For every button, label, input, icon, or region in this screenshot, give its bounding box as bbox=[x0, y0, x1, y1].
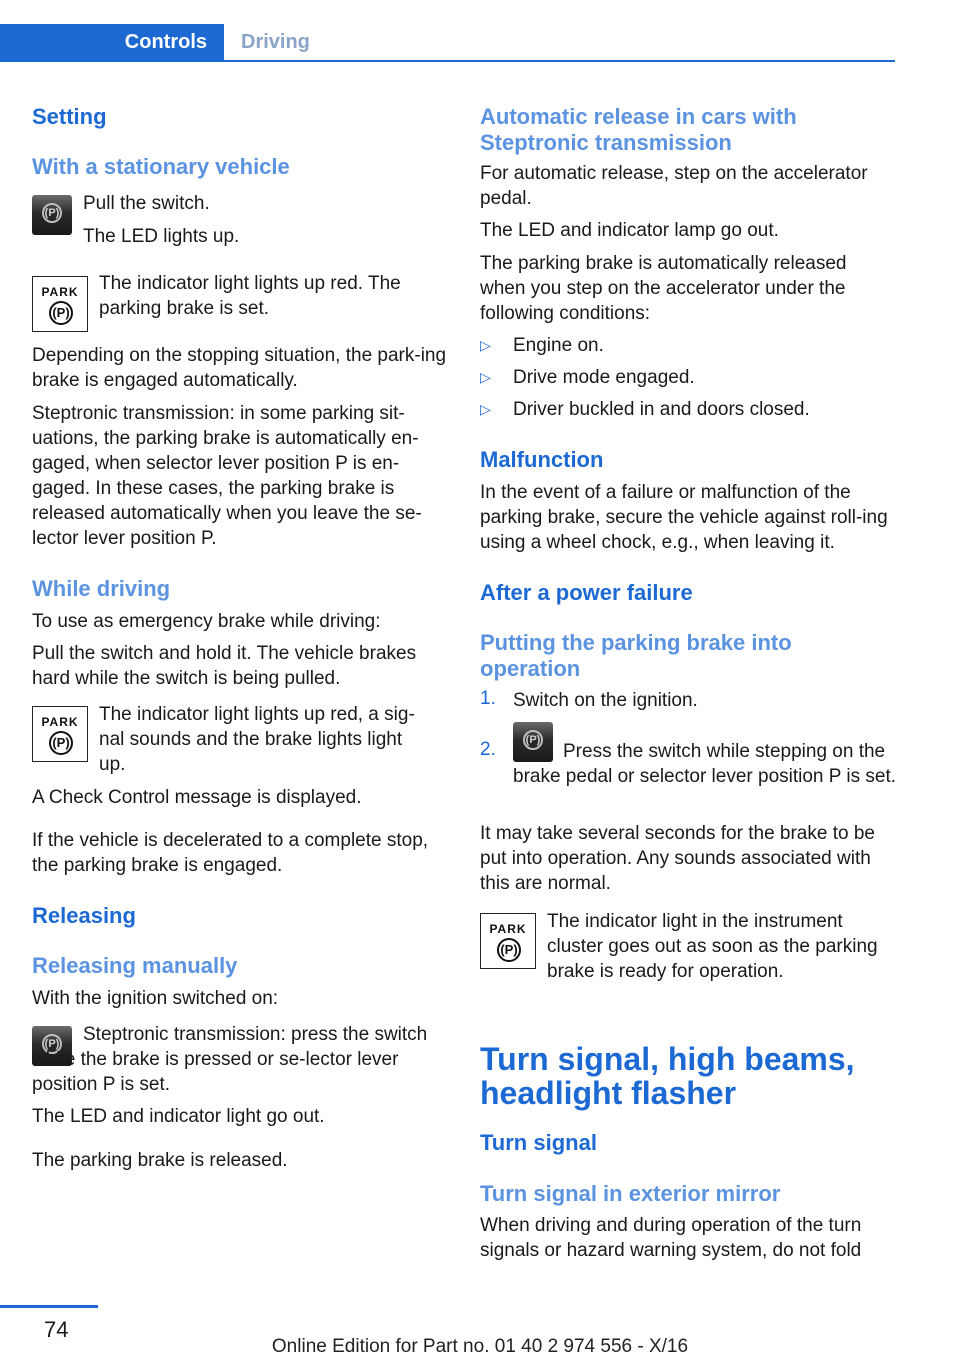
heading-turn-signal-mirror: Turn signal in exterior mirror bbox=[480, 1181, 781, 1206]
indicator-cluster-text: The indicator light in the instrument cluster goes out as soon as the parking brake is ready for operation. bbox=[547, 911, 878, 982]
list-item: ▷ Driver buckled in and doors closed. bbox=[480, 399, 810, 420]
heading-putting-into-operation: Putting the parking brake into operation bbox=[480, 630, 792, 681]
auto-released-text: The parking brake is automatically released when you step on the accelerator under the following conditions: bbox=[480, 253, 847, 324]
header-rule bbox=[224, 60, 895, 62]
parking-brake-switch-icon: (P) bbox=[513, 722, 553, 762]
header-tabs bbox=[0, 24, 895, 62]
heading-releasing-manually: Releasing manually bbox=[32, 953, 238, 978]
mirror-text: When driving and during operation of the turn signals or hazard warning system, do not fold bbox=[480, 1215, 862, 1261]
heading-turn-signal-high-beams: Turn signal, high beams, headlight flasher bbox=[480, 1041, 855, 1111]
list-item: 2. (P) Press the switch while stepping on the brake pedal or selector lever position P is set. bbox=[480, 720, 896, 800]
footer-edition: Online Edition for Part no. 01 40 2 974 556 - X/16 bbox=[271, 1336, 689, 1357]
malfunction-text: In the event of a failure or malfunction of the parking brake, secure the vehicle against roll‐ing using a wheel chock, e.g., when leaving it. bbox=[480, 482, 888, 553]
list-item: ▷ Engine on. bbox=[480, 335, 604, 356]
indicator-red-text: The indicator light lights up red. The parking brake is set. bbox=[99, 273, 401, 319]
heading-turn-signal: Turn signal bbox=[480, 1130, 597, 1155]
tab-controls[interactable]: Controls bbox=[0, 24, 224, 62]
parking-brake-switch-icon: (P) bbox=[32, 1026, 72, 1066]
bullet-icon: ▷ bbox=[480, 337, 491, 353]
footer-rule bbox=[0, 1305, 98, 1308]
pull-hold-text: Pull the switch and hold it. The vehicle brakes hard while the switch is being pulled. bbox=[32, 643, 417, 689]
steptronic-park-text: Steptronic transmission: in some parking sit‐uations, the parking brake is automatically en‐gaged, when selector lever position P is en‐gaged. In these cases, the parking brake is released automatically when you leave the se‐lector lever position P. bbox=[32, 403, 422, 549]
heading-stationary: With a stationary vehicle bbox=[32, 154, 290, 179]
auto-release-text: For automatic release, step on the accelerator pedal. bbox=[480, 163, 868, 209]
led-lights-text: The LED lights up. bbox=[83, 226, 240, 247]
steptronic-press-text: Steptronic transmission: press the switch while the brake is pressed or se‐lector lever position P is set. bbox=[32, 1024, 428, 1095]
released-text: The parking brake is released. bbox=[32, 1150, 288, 1171]
depending-text: Depending on the stopping situation, the park‐ing brake is engaged automatically. bbox=[32, 345, 447, 391]
check-control-text: A Check Control message is displayed. bbox=[32, 787, 362, 808]
emergency-text: To use as emergency brake while driving: bbox=[32, 611, 381, 632]
list-item: 1. Switch on the ignition. bbox=[480, 688, 698, 711]
park-indicator-icon: PARK (P) bbox=[32, 276, 88, 332]
list-item: ▷ Drive mode engaged. bbox=[480, 367, 695, 388]
park-indicator-icon: PARK (P) bbox=[480, 913, 536, 969]
several-seconds-text: It may take several seconds for the brake to be put into operation. Any sounds associated with this are normal. bbox=[480, 823, 875, 894]
heading-while-driving: While driving bbox=[32, 576, 171, 601]
parking-brake-switch-icon: (P) bbox=[32, 195, 72, 235]
heading-auto-release: Automatic release in cars with Steptronic transmission bbox=[480, 104, 797, 155]
heading-power-failure: After a power failure bbox=[480, 580, 693, 605]
led-lamp-out-text: The LED and indicator lamp go out. bbox=[480, 220, 779, 241]
pull-switch-text: Pull the switch. bbox=[83, 193, 210, 214]
heading-malfunction: Malfunction bbox=[480, 447, 604, 472]
decelerated-text: If the vehicle is decelerated to a complete stop, the parking brake is engaged. bbox=[32, 830, 429, 876]
bullet-icon: ▷ bbox=[480, 401, 491, 417]
bullet-icon: ▷ bbox=[480, 369, 491, 385]
tab-driving[interactable]: Driving bbox=[241, 31, 310, 53]
park-indicator-icon: PARK (P) bbox=[32, 706, 88, 762]
indicator-signal-text: The indicator light lights up red, a sig‐nal sounds and the brake lights light up. bbox=[99, 704, 415, 775]
heading-setting: Setting bbox=[32, 104, 107, 129]
heading-releasing: Releasing bbox=[32, 903, 136, 928]
page-number: 74 bbox=[44, 1317, 69, 1342]
led-out-text: The LED and indicator light go out. bbox=[32, 1106, 325, 1127]
ignition-on-text: With the ignition switched on: bbox=[32, 988, 279, 1009]
